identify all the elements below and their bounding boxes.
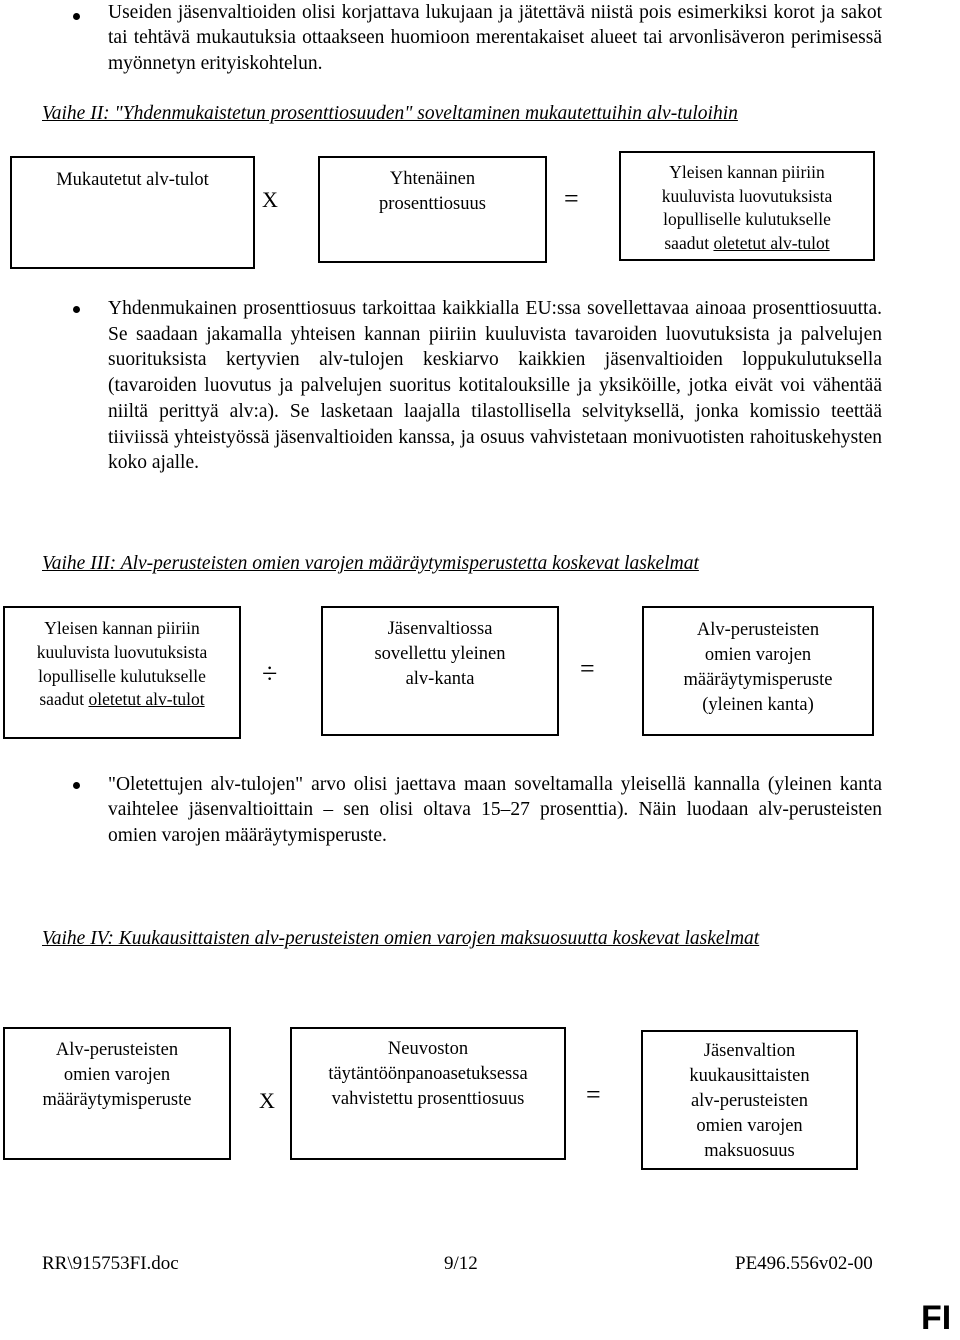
footer-document-ref: RR\915753FI.doc bbox=[42, 1253, 179, 1274]
phase4-heading: Vaihe IV: Kuukausittaisten alv-perusteisten omien varojen maksuosuutta koskevat laskelmat bbox=[42, 928, 760, 949]
phase2-box-adjusted-vat bbox=[10, 156, 255, 269]
phase4-box-base bbox=[3, 1027, 231, 1160]
phase4-box3-line: alv-perusteisten bbox=[690, 1091, 809, 1111]
phase2-box3-line bbox=[621, 232, 873, 256]
bullet-dot bbox=[73, 782, 80, 789]
multiply-operator: X bbox=[262, 187, 278, 212]
phase2-box2-label: Yhtenäinen prosenttiosuus bbox=[379, 169, 486, 214]
phase3-box3-line: Alv-perusteisten bbox=[696, 620, 820, 640]
multiply-operator: X bbox=[259, 1088, 275, 1113]
phase4-box3-line: Jäsenvaltion bbox=[703, 1041, 796, 1061]
phase3-box1-line: kuuluvista luovutuksista bbox=[36, 641, 208, 662]
footer-page-number: 9/12 bbox=[444, 1253, 478, 1274]
language-code: FI bbox=[921, 1299, 952, 1337]
phase2-box3-line: kuuluvista luovutuksista bbox=[661, 185, 833, 206]
phase2-box3-prefix: saadut bbox=[664, 232, 714, 253]
phase3-box3-line: määräytymisperuste bbox=[683, 670, 833, 690]
phase3-box1-line: Yleisen kannan piiriin bbox=[44, 618, 200, 638]
phase3-box1-prefix: saadut bbox=[39, 689, 89, 710]
phase4-box1-line: Alv-perusteisten bbox=[55, 1040, 179, 1060]
phase4-box3-line: omien varojen bbox=[696, 1116, 803, 1136]
footer-pe-ref: PE496.556v02-00 bbox=[735, 1253, 873, 1274]
phase3-box1-line bbox=[5, 688, 239, 712]
phase3-heading: Vaihe III: Alv-perusteisten omien varojen määräytymisperustetta koskevat laskelmat bbox=[42, 553, 699, 574]
phase3-box3-line: (yleinen kanta) bbox=[702, 695, 814, 715]
phase3-box-base bbox=[642, 606, 874, 736]
phase3-box1-line: lopulliselle kulutukselle bbox=[38, 665, 206, 686]
divide-operator: ÷ bbox=[262, 659, 278, 690]
phase2-bullet-text: Yhdenmukainen prosenttiosuus tarkoittaa kaikkialla EU:ssa sovellettavaa ainoaa prosenttiosuutta. Se saadaan jakamalla yhteisen kannan piiriin kuuluvista tavaroiden luovutuksista ja palvelujen suorituksista kertyvien alv-tulojen keskiarvo kaikkien jäsenvaltioiden loppukulutuksella (tavaroiden luovutus ja palvelujen suoritus kotitalouksille ja yksiköille, jotka eivät voi vähentää niiltä perittyä alv:a). Se lasketaan laajalla tilastollisella selvityksellä, jonka komissio teettää tiiviissä yhteistyössä jäsenvaltioiden kanssa, ja osuus vahvistetaan monivuotisten rahoituskehysten koko ajalle. bbox=[108, 298, 882, 474]
phase2-box1-label: Mukautetut alv-tulot bbox=[56, 170, 209, 190]
phase3-bullet-text: "Oletettujen alv-tulojen" arvo olisi jaettava maan soveltamalla yleisellä kannalla (yleinen kanta vaihtelee jäsenvaltioittain – sen olisi oltava 15–27 prosenttia). Näin luodaan alv-perusteisten omien varojen määräytymisperuste. bbox=[108, 774, 882, 846]
phase3-box1-underlined: oletetut alv-tulot bbox=[88, 689, 205, 710]
phase2-box3-line: Yleisen kannan piiriin bbox=[669, 162, 825, 182]
phase4-box2-line: täytäntöönpanoasetuksessa bbox=[328, 1064, 528, 1084]
phase2-box-uniform-rate bbox=[318, 156, 547, 263]
phase4-box1-line: määräytymisperuste bbox=[42, 1090, 192, 1110]
equals-operator: = bbox=[580, 654, 595, 683]
phase3-box2-line: Jäsenvaltiossa bbox=[387, 619, 493, 639]
phase4-box2-line: Neuvoston bbox=[387, 1039, 469, 1059]
phase2-heading: Vaihe II: "Yhdenmukaistetun prosenttiosuuden" soveltaminen mukautettuihin alv-tuloihin bbox=[42, 103, 738, 124]
phase3-box-standard-rate bbox=[321, 606, 559, 736]
phase4-box2-line: vahvistettu prosenttiosuus bbox=[331, 1089, 525, 1109]
phase2-box3-underlined: oletetut alv-tulot bbox=[713, 232, 830, 253]
bullet-dot bbox=[73, 306, 80, 313]
phase4-box1-line: omien varojen bbox=[63, 1065, 171, 1085]
bullet-dot bbox=[73, 13, 80, 20]
phase2-box-result bbox=[619, 151, 875, 261]
equals-operator: = bbox=[586, 1080, 601, 1109]
equals-operator: = bbox=[564, 184, 579, 213]
phase4-box-council-rate bbox=[290, 1027, 566, 1160]
intro-bullet-text: Useiden jäsenvaltioiden olisi korjattava lukujaan ja jätettävä niistä pois esimerkiksi korot ja sakot tai tehtävä mukautuksia ottaakseen huomioon merentakaiset alueet tai arvonlisäveron perimisessä myönnetyn erityiskohtelun. bbox=[108, 2, 882, 74]
phase3-box2-line: alv-kanta bbox=[405, 669, 475, 689]
phase2-box3-line: lopulliselle kulutukselle bbox=[663, 209, 831, 229]
phase4-box-monthly-contribution bbox=[641, 1030, 858, 1170]
phase3-box-assumed-vat bbox=[3, 606, 241, 739]
phase3-box2-line: sovellettu yleinen bbox=[374, 644, 506, 664]
phase4-box3-line: kuukausittaisten bbox=[689, 1066, 810, 1086]
phase3-box3-line: omien varojen bbox=[704, 645, 812, 665]
phase4-box3-line: maksuosuus bbox=[704, 1141, 795, 1161]
